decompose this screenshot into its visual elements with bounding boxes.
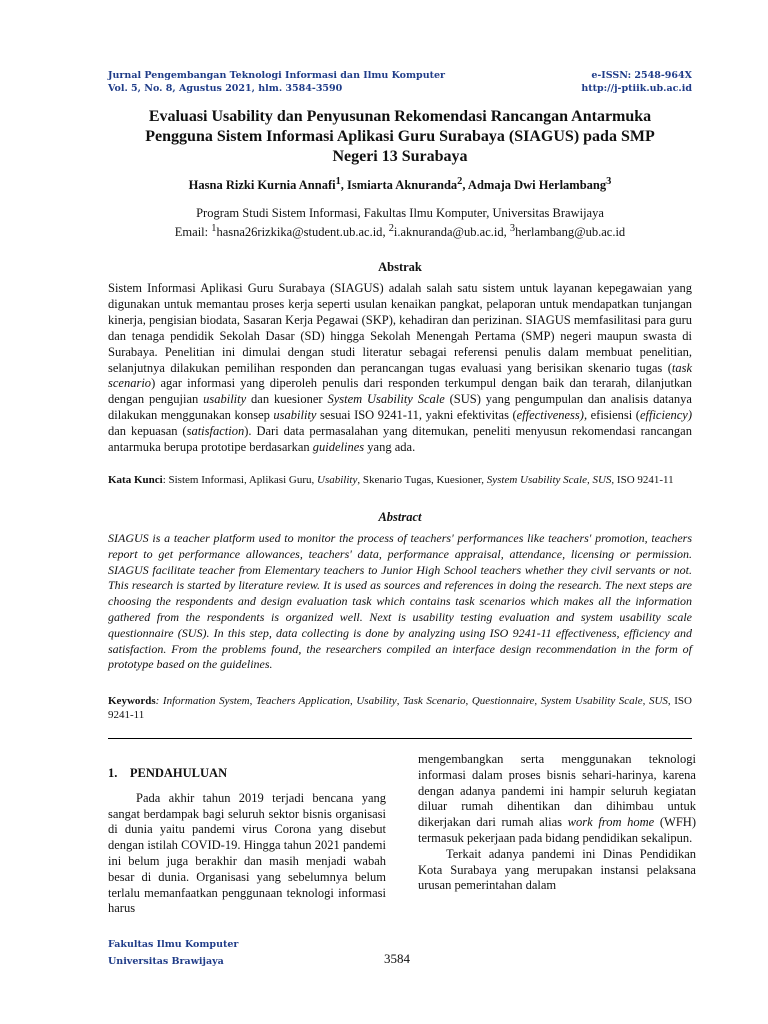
email-2[interactable]: i.aknuranda@ub.ac.id bbox=[393, 225, 504, 240]
journal-name: Jurnal Pengembangan Teknologi Informasi dan Ilmu Komputer bbox=[108, 70, 446, 81]
paragraph: Terkait adanya pandemi ini Dinas Pendidikan Kota Surabaya yang merupakan instansi pelaksana urusan pemerintahan dalam bbox=[418, 846, 696, 893]
keywords-label: Keywords bbox=[108, 695, 156, 707]
author-2-sup: 2 bbox=[457, 176, 463, 187]
email-line: Email: $^1$hasna26rizkika@student.ub.ac.id, $^2$i.aknuranda@ub.ac.id, $^3$herlambang@ub.ac.id bbox=[174, 223, 626, 240]
kata-kunci: Kata Kunci: Sistem Informasi, Aplikasi Guru, Usability, Skenario Tugas, Kuesioner, System Usability Scale, SUS, ISO 9241-11 bbox=[108, 474, 674, 486]
author-2: Ismiarta Aknuranda bbox=[347, 178, 458, 193]
author-1-sup: 1 bbox=[335, 176, 341, 187]
running-header-left bbox=[108, 69, 445, 95]
journal-volume: Vol. 5, No. 8, Agustus 2021, hlm. 3584-3590 bbox=[108, 83, 343, 94]
journal-eissn: e-ISSN: 2548-964X bbox=[591, 70, 692, 81]
footer-university: Universitas Brawijaya bbox=[108, 956, 224, 967]
author-list: Hasna Rizki Kurnia Annafi$^1$, Ismiarta Aknuranda$^2$, Admaja Dwi Herlambang$^3$ bbox=[188, 176, 612, 193]
paper-title bbox=[108, 107, 692, 167]
section-heading: 1. PENDAHULUAN bbox=[108, 766, 228, 780]
paragraph: mengembangkan serta menggunakan teknologi informasi dalam proses bisnis sehari-harinya, karena dengan adanya pandemi ini hampir seluruh kegiatan diluar rumah dihentikan dan dihimbau untuk dikerjakan dari rumah alias work from home (WFH) termasuk pekerjaan pada bidang pendidikan sekalipun. bbox=[418, 752, 696, 845]
author-1: Hasna Rizki Kurnia Annafi bbox=[188, 178, 336, 193]
title-line-1: Evaluasi Usability dan Penyusunan Rekomendasi Rancangan Antarmuka bbox=[148, 108, 652, 125]
abstrak-body: Sistem Informasi Aplikasi Guru Surabaya (SIAGUS) adalah salah satu sistem untuk layanan kepegawaian yang digunakan untuk memantau proses kerja seperti usulan kenaikan pangkat, pelaporan untuk mendapatkan tunjangan kinerja, pengisian biodata, Sasaran Kerja Pegawai (SKP), kehadiran dan perizinan. SIAGUS memfasilitasi para guru dan tenaga pendidik Sekolah Dasar (SD) hingga Sekolah Menengah Pertama (SMP) negeri maupun swasta di Surabaya. Penelitian ini dimulai dengan studi literatur sebagai referensi penulis dalam membuat penelitian, selanjutnya dilakukan pemilihan responden dan perancangan tugas evaluasi yang berisikan skenario tugas (task scenario) agar informasi yang diperoleh penulis dari responden terkumpul dengan baik dan terarah, dilanjutkan dengan pengujian usability dan kuesioner System Usability Scale (SUS) yang pengumpulan dan analisis datanya dilakukan menggunakan konsep usability sesuai ISO 9241-11, yakni efektivitas (effectiveness), efisiensi (efficiency) dan kepuasan (satisfaction). Dari data permasalahan yang ditemukan, peneliti menyusun rekomendasi rancangan antarmuka berupa prototipe berdasarkan guidelines yang ada. bbox=[108, 281, 692, 455]
abstract-body: SIAGUS is a teacher platform used to monitor the process of teachers' performances like teachers' promotion, teachers report to get performance allowances, teachers' data, performance appraisal, attendance, licensing or permission. SIAGUS facilitate teacher from Elementary teachers to Junior High School teachers whether they civil servants or not. This research is started by literature review. It is used as sources and references in doing the research. The next steps are choosing the respondents and design evaluation task which contains task scenarios which makes all the information gathered from the respondents is organized well. Next is usability testing evaluation and system usability scale questionnaire (SUS). In this step, data collecting is done by analyzing using ISO 9241-11 effectiveness, efficiency and satisfaction. From the problems found, the researchers compiled an interface design recommendation in the form of prototype based on the guidelines. bbox=[108, 531, 692, 672]
title-line-2: Pengguna Sistem Informasi Aplikasi Guru Surabaya (SIAGUS) pada SMP bbox=[145, 128, 655, 145]
journal-url[interactable]: http://j-ptiik.ub.ac.id bbox=[581, 83, 692, 94]
running-header-right bbox=[581, 69, 692, 95]
affiliation: Program Studi Sistem Informasi, Fakultas Ilmu Komputer, Universitas Brawijaya bbox=[196, 206, 604, 220]
email-label: Email: bbox=[174, 225, 212, 240]
column-right bbox=[418, 752, 696, 894]
email-3[interactable]: herlambang@ub.ac.id bbox=[515, 225, 626, 240]
footer-institution bbox=[108, 936, 238, 970]
abstrak-heading: Abstrak bbox=[378, 260, 422, 274]
abstract-heading: Abstract bbox=[378, 510, 422, 524]
kata-kunci-label: Kata Kunci bbox=[108, 474, 163, 486]
affiliation-block bbox=[108, 205, 692, 240]
keywords: Keywords: Information System, Teachers Application, Usability, Task Scenario, Questionnaire, System Usability Scale, SUS, ISO 9241-11 bbox=[108, 695, 692, 721]
paragraph: Pada akhir tahun 2019 terjadi bencana yang sangat berdampak bagi seluruh sektor bisnis organisasi di dunia yaitu pandemi virus Corona yang disebut dengan istilah COVID-19. Hingga tahun 2021 pandemi ini belum juga berakhir dan masih menjadi wabah besar di dunia. Organisasi yang sebelumnya belum terlalu memanfaatkan penggunaan teknologi informasi harus bbox=[108, 790, 386, 916]
page-number: 3584 bbox=[384, 951, 410, 966]
email-1[interactable]: hasna26rizkika@student.ub.ac.id bbox=[216, 225, 383, 240]
author-3: Admaja Dwi Herlambang bbox=[467, 178, 607, 193]
column-left bbox=[108, 766, 386, 917]
title-line-3: Negeri 13 Surabaya bbox=[332, 148, 468, 165]
author-3-sup: 3 bbox=[606, 176, 612, 187]
section-divider bbox=[108, 738, 692, 739]
footer-faculty: Fakultas Ilmu Komputer bbox=[108, 939, 239, 950]
